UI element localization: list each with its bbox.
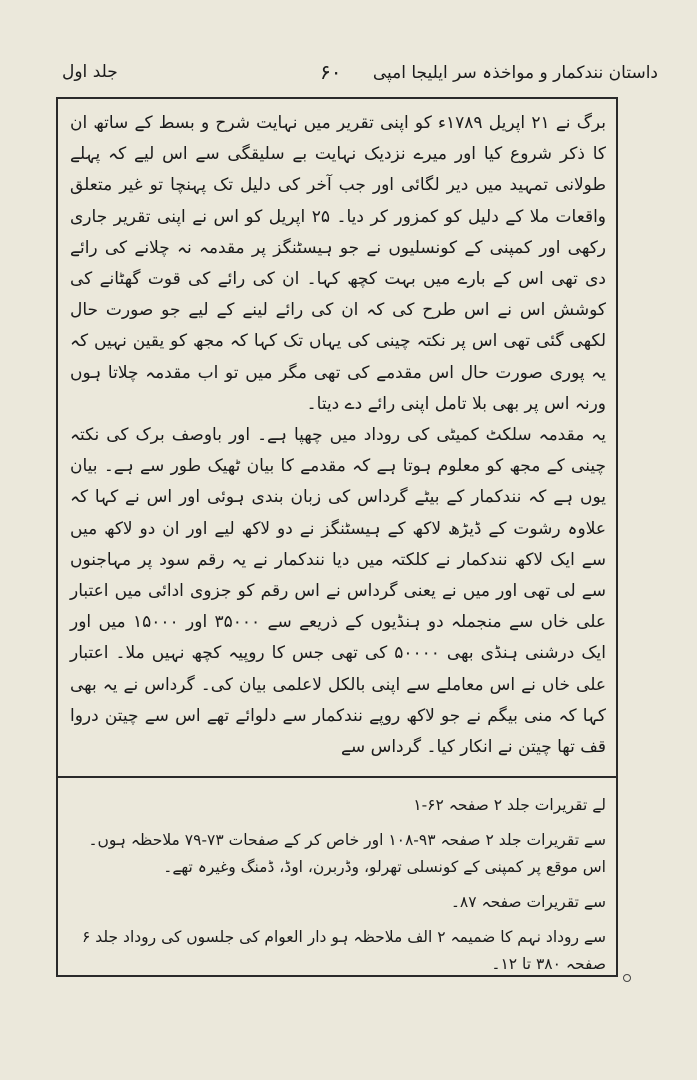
footnote-divider <box>56 776 618 778</box>
page-number: ۶۰ <box>320 60 342 84</box>
paragraph: یہ مقدمہ سلکٹ کمیٹی کی روداد میں چھپا ہے۔ اور باوصف برک کی نکتہ چینی کے مجھ کو معلوم ہوتا ہے کہ مقدمے کا بیان ٹھیک طور سے ہے۔ بیان یوں ہے کہ نندکمار کے بیٹے گرداس کی زبان بندی ہوئی اور اس نے کہا کہ علاوہ رشوت کے ڈیڑھ لاکھ کے ہیسٹنگز نے دو لاکھ لیے اور ان دو لاکھ میں سے ایک لاکھ نندکمار نے کلکتہ میں دیا نندکمار نے یہ رقم سود پر مہاجنوں سے لی تھی اور میں نے یعنی گرداس نے اس رقم کو جزوی ادائی میں اعتبار علی خاں سے منجملہ دو ہنڈیوں کے ذریعے سے ۳۵۰۰۰ اور ۱۵۰۰۰ میں اور ایک درشنی ہنڈی بھی ۵۰۰۰۰ کی تھی جس کا روپیہ کچھ نہیں ملا۔ اعتبار علی خاں نے اس معاملے سے اپنی بالکل لاعلمی بیان کی۔ گرداس نے یہ بھی کہا کہ منی بیگم نے جو لاکھ روپے نندکمار سے دلوائے تھے اس سے چیتن دروا قف تھا چیتن نے انکار کیا۔ گرداس سے <box>70 425 606 758</box>
footnote: لے تقریرات جلد ۲ صفحہ ۶۲-۱ <box>413 796 606 814</box>
page-header <box>62 58 658 92</box>
page-dot-mark <box>623 974 631 982</box>
volume-label: جلد اول <box>62 62 118 82</box>
footnote: سے تقریرات صفحہ ۸۷۔ <box>450 893 606 911</box>
footnote: سے تقریرات جلد ۲ صفحہ ۹۳-۱۰۸ اور خاص کر کے صفحات ۷۳-۷۹ ملاحظہ ہوں۔ اس موقع پر کمپنی کے کونسلی تھرلو، وڈربرن، اوڈ، ڈمنگ وغیرہ تھے۔ <box>88 831 606 876</box>
paragraph: برگ نے ۲۱ اپریل ۱۷۸۹ء کو اپنی تقریر میں نہایت شرح و بسط کے ساتھ ان کا ذکر شروع کیا اور میرے نزدیک نہایت بے سلیقگی سے اس لیے کہ پہلے طولانی تمہید میں دیر لگائی اور جب آخر کی دلیل تک پہنچا تو غیر متعلق واقعات ملا کے دلیل کو کمزور کر دیا۔ ۲۵ اپریل کو اس نے اپنی تقریر جاری رکھی اور کمپنی کے کونسلیوں نے جو ہیسٹنگز پر مقدمہ نہ چلانے کی رائے دی تھی اس کے بارے میں بہت کچھ کہا۔ ان کی رائے کی قوت گھٹانے کی کوشش اس نے اس طرح کی کہ ان کی رائے لینے کے لیے جو صورت حال لکھی گئی تھی اس پر نکتہ چینی کی یہاں تک کہا کہ مجھ کو یقین نہیں کہ یہ پوری صورت حال اس مقدمے کی تھی مگر میں تو اب مقدمہ چلاتا ہوں ورنہ اس پر بھی بلا تامل اپنی رائے دے دیتا۔ <box>70 113 607 414</box>
footnote: سے روداد نہم کا ضمیمہ ۲ الف ملاحظہ ہو دار العوام کی جلسوں کی روداد جلد ۶ صفحہ ۳۸۰ تا ۱۲۔ <box>82 928 606 973</box>
footnotes-block <box>70 792 606 986</box>
main-text-block <box>70 108 606 763</box>
running-title: داستان نندکمار و مواخذہ سر ایلیجا امپی <box>372 63 658 83</box>
